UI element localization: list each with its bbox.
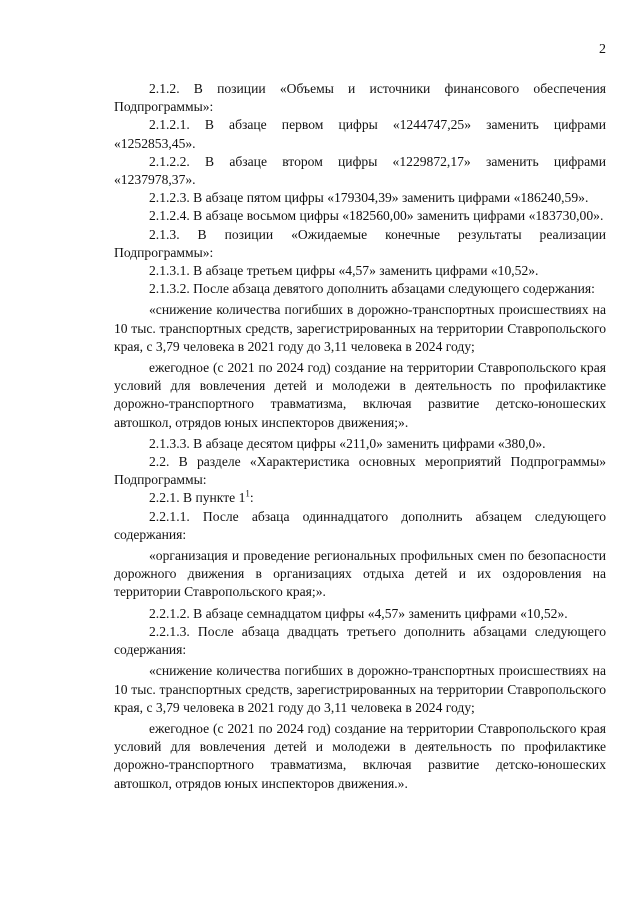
paragraph-2-1-3-3: 2.1.3.3. В абзаце десятом цифры «211,0» заменить цифрами «380,0».	[149, 435, 546, 451]
quoted-paragraph-profile-shifts: «организация и проведение региональных профильных смен по безопасности дорожного движения в организациях отдыха детей и их оздоровления на территории Ставропольского края;».	[114, 548, 606, 600]
quoted-paragraph-fatalities: «снижение количества погибших в дорожно-транспортных происшествиях на 10 тыс. транспортных средств, зарегистрированных на территории Ставропольского края, с 3,79 человека в 2021 году до 3,11 человека в 2024 году;	[114, 302, 606, 354]
paragraph-2-2-1	[114, 489, 606, 507]
paragraph-2-1-2-3: 2.1.2.3. В абзаце пятом цифры «179304,39» заменить цифрами «186240,59».	[149, 190, 589, 206]
page-number: 2	[599, 42, 606, 57]
paragraph-2-1-2: 2.1.2. В позиции «Объемы и источники финансового обеспечения Подпрограммы»:	[114, 81, 606, 115]
paragraph-2-1-2-2: 2.1.2.2. В абзаце втором цифры «1229872,17» заменить цифрами «1237978,37».	[114, 153, 606, 188]
paragraph-2-1-2-1: 2.1.2.1. В абзаце первом цифры «1244747,25» заменить цифрами «1252853,45».	[114, 117, 606, 151]
paragraph-2-1-3-1: 2.1.3.1. В абзаце третьем цифры «4,57» заменить цифрами «10,52».	[149, 263, 539, 279]
paragraph-2-2-1-tail: :	[249, 490, 254, 506]
paragraph-2-2: 2.2. В разделе «Характеристика основных мероприятий Подпрограммы» Подпрограммы:	[114, 454, 606, 488]
paragraph-2-2-1-2: 2.2.1.2. В абзаце семнадцатом цифры «4,57» заменить цифрами «10,52».	[149, 605, 568, 621]
document-body	[114, 80, 606, 797]
paragraph-2-2-1-3: 2.2.1.3. После абзаца двадцать третьего дополнить абзацами следующего содержания:	[114, 623, 606, 658]
superscript-marker: 1	[245, 488, 250, 499]
paragraph-2-2-1-1: 2.2.1.1. После абзаца одиннадцатого дополнить абзацем следующего содержания:	[114, 508, 606, 542]
quoted-paragraph-youth-conditions: ежегодное (с 2021 по 2024 год) создание на территории Ставропольского края условий для вовлечения детей и молодежи в деятельность по профилактике дорожно-транспортного травматизма, включая развитие детско-юношеских автошкол, отрядов юных инспекторов движения;».	[114, 360, 606, 430]
quoted-paragraph-fatalities-2: «снижение количества погибших в дорожно-транспортных происшествиях на 10 тыс. транспортных средств, зарегистрированных на территории Ставропольского края, с 3,79 человека в 2021 году до 3,11 человека в 2024 году;	[114, 663, 606, 715]
quoted-paragraph-youth-conditions-2: ежегодное (с 2021 по 2024 год) создание на территории Ставропольского края условий для вовлечения детей и молодежи в деятельность по профилактике дорожно-транспортного травматизма, включая развитие детско-юношеских автошкол, отрядов юных инспекторов движения.».	[114, 720, 606, 791]
paragraph-2-1-3-2: 2.1.3.2. После абзаца девятого дополнить абзацами следующего содержания:	[149, 281, 595, 297]
paragraph-2-1-3: 2.1.3. В позиции «Ожидаемые конечные результаты реализации Подпрограммы»:	[114, 226, 606, 260]
paragraph-2-2-1-text: 2.2.1. В пункте 1	[149, 490, 246, 506]
paragraph-2-1-2-4: 2.1.2.4. В абзаце восьмом цифры «182560,00» заменить цифрами «183730,00».	[149, 208, 604, 224]
